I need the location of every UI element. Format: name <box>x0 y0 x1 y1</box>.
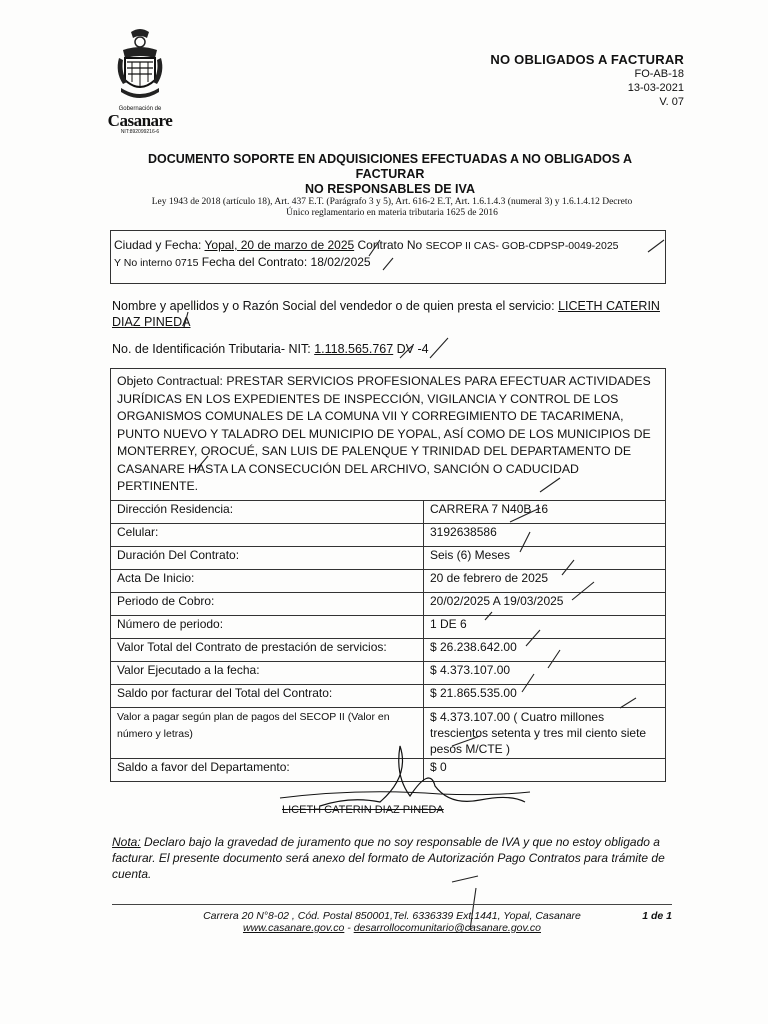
law-reference <box>112 197 672 219</box>
internal-label: Y No interno 0715 <box>114 257 199 269</box>
row-label: Periodo de Cobro: <box>111 592 424 615</box>
row-label: Valor Ejecutado a la fecha: <box>111 661 424 684</box>
footer-divider <box>112 904 672 905</box>
table-row <box>111 546 666 569</box>
table-row <box>111 523 666 546</box>
nit-line <box>112 342 672 356</box>
row-label: Dirección Residencia: <box>111 500 424 523</box>
row-value: $ 26.238.642.00 <box>424 638 666 661</box>
row-label: Valor Total del Contrato de prestación de servicios: <box>111 638 424 661</box>
table-row-objeto <box>111 369 666 501</box>
contract-value: SECOP II CAS- GOB-CDPSP-0049-2025 <box>425 240 619 252</box>
row-label: Duración Del Contrato: <box>111 546 424 569</box>
row-value: 1 DE 6 <box>424 615 666 638</box>
document-title <box>110 152 670 197</box>
table-row <box>111 638 666 661</box>
contract-label: Contrato No <box>357 238 426 252</box>
table-row <box>111 569 666 592</box>
header-right <box>490 52 684 109</box>
header-date: 13-03-2021 <box>627 82 684 94</box>
header-title: NO OBLIGADOS A FACTURAR <box>490 52 684 67</box>
title-line-1: DOCUMENTO SOPORTE EN ADQUISICIONES EFECTUADAS A NO OBLIGADOS A <box>147 152 633 166</box>
nit-label: No. de Identificación Tributaria- NIT: <box>112 342 315 356</box>
law-line-2: Único reglamentario en materia tributaria 1625 de 2016 <box>286 208 498 218</box>
table-row <box>111 684 666 707</box>
footer-separator: - <box>344 922 354 934</box>
nit-dv: DV -4 <box>393 342 429 356</box>
vendor-label: Nombre y apellidos y o Razón Social del vendedor o de quien presta el servicio: <box>112 299 559 313</box>
page-number: 1 de 1 <box>642 910 672 922</box>
coat-of-arms-icon <box>115 28 165 106</box>
contract-table <box>110 368 666 782</box>
law-line-1: Ley 1943 de 2018 (artículo 18), Art. 437 E.T. (Parágrafo 3 y 5), Art. 616-2 E.T, Art. 1.6.1.4.3 (numeral 3) y 1.6.1.4.12 Decreto <box>151 197 633 207</box>
table-row <box>111 592 666 615</box>
city-label: Ciudad y Fecha: <box>114 238 205 252</box>
row-value: $ 21.865.535.00 <box>424 684 666 707</box>
vendor-line <box>112 298 672 330</box>
row-value: $ 4.373.107.00 <box>424 661 666 684</box>
row-value: Seis (6) Meses <box>424 546 666 569</box>
row-label: Saldo por facturar del Total del Contrato: <box>111 684 424 707</box>
row-value: 20 de febrero de 2025 <box>424 569 666 592</box>
header-code: FO-AB-18 <box>634 68 684 80</box>
signature-name: LICETH CATERIN DIAZ PINEDA <box>282 804 444 816</box>
row-label: Celular: <box>111 523 424 546</box>
logo-nit: NIT:892099216-6 <box>120 129 160 135</box>
title-line-2: FACTURAR <box>355 167 425 181</box>
row-label: Saldo a favor del Departamento: <box>111 758 424 781</box>
nota-text: Declaro bajo la gravedad de juramento que no soy responsable de IVA y que no estoy obligado a facturar. El presente documento será anexo del formato de Autorización Pago Contratos para trámite de cuenta. <box>112 835 665 881</box>
contract-date-value: 18/02/2025 <box>310 255 371 269</box>
nit-value: 1.118.565.767 <box>314 342 394 356</box>
vendor-value-2: DIAZ PINEDA <box>112 315 191 329</box>
vendor-value-1: LICETH CATERIN <box>558 299 660 313</box>
row-label: Valor a pagar según plan de pagos del SECOP II (Valor en número y letras) <box>111 707 424 758</box>
footer <box>112 910 672 934</box>
row-label: Número de periodo: <box>111 615 424 638</box>
header-version: V. 07 <box>659 96 684 108</box>
logo-name: Casanare <box>107 111 173 130</box>
city-value: Yopal, 20 de marzo de 2025 <box>204 238 355 252</box>
casanare-logo <box>104 28 176 135</box>
row-label: Acta De Inicio: <box>111 569 424 592</box>
city-contract-box <box>110 230 666 284</box>
row-value: 3192638586 <box>424 523 666 546</box>
table-row <box>111 661 666 684</box>
contract-date-label: Fecha del Contrato: <box>201 255 311 269</box>
table-row <box>111 615 666 638</box>
footer-email-link[interactable]: desarrollocomunitario@casanare.gov.co <box>353 922 541 934</box>
footer-address: Carrera 20 N°8-02 , Cód. Postal 850001,Tel. 6336339 Ext.1441, Yopal, Casanare <box>203 910 581 922</box>
row-value: $ 0 <box>424 758 666 781</box>
row-value: 20/02/2025 A 19/03/2025 <box>424 592 666 615</box>
nota-paragraph <box>112 834 682 882</box>
row-value: CARRERA 7 N40B 16 <box>424 500 666 523</box>
logo-gobernacion: Gobernación de <box>118 106 162 112</box>
table-row <box>111 500 666 523</box>
objeto-cell: Objeto Contractual: PRESTAR SERVICIOS PROFESIONALES PARA EFECTUAR ACTIVIDADES JURÍDICAS EN LOS EXPEDIENTES DE INSPECCIÓN, VIGILANCIA Y CONTROL DE LOS ORGANISMOS COMUNALES DE LA COMUNA VII Y CORREGIMIENTO DE TACARIMENA, PUNTO NUEVO Y TALADRO DEL MUNICIPIO DE YOPAL, ASÍ COMO DE LOS MUNICIPIOS DE MONTERREY, OROCUÉ, SAN LUIS DE PALENQUE Y TRINIDAD DEL DEPARTAMENTO DE CASANARE HASTA LA CONSECUCIÓN DEL ARCHIVO, SANCIÓN O CADUCIDAD PERTINENTE. <box>111 369 666 501</box>
row-value: $ 4.373.107.00 ( Cuatro millones trescientos setenta y tres mil ciento siete pesos M/CTE ) <box>424 707 666 758</box>
nota-label: Nota: <box>112 835 141 849</box>
title-line-3: NO RESPONSABLES DE IVA <box>305 182 475 196</box>
footer-web-link[interactable]: www.casanare.gov.co <box>242 922 345 934</box>
